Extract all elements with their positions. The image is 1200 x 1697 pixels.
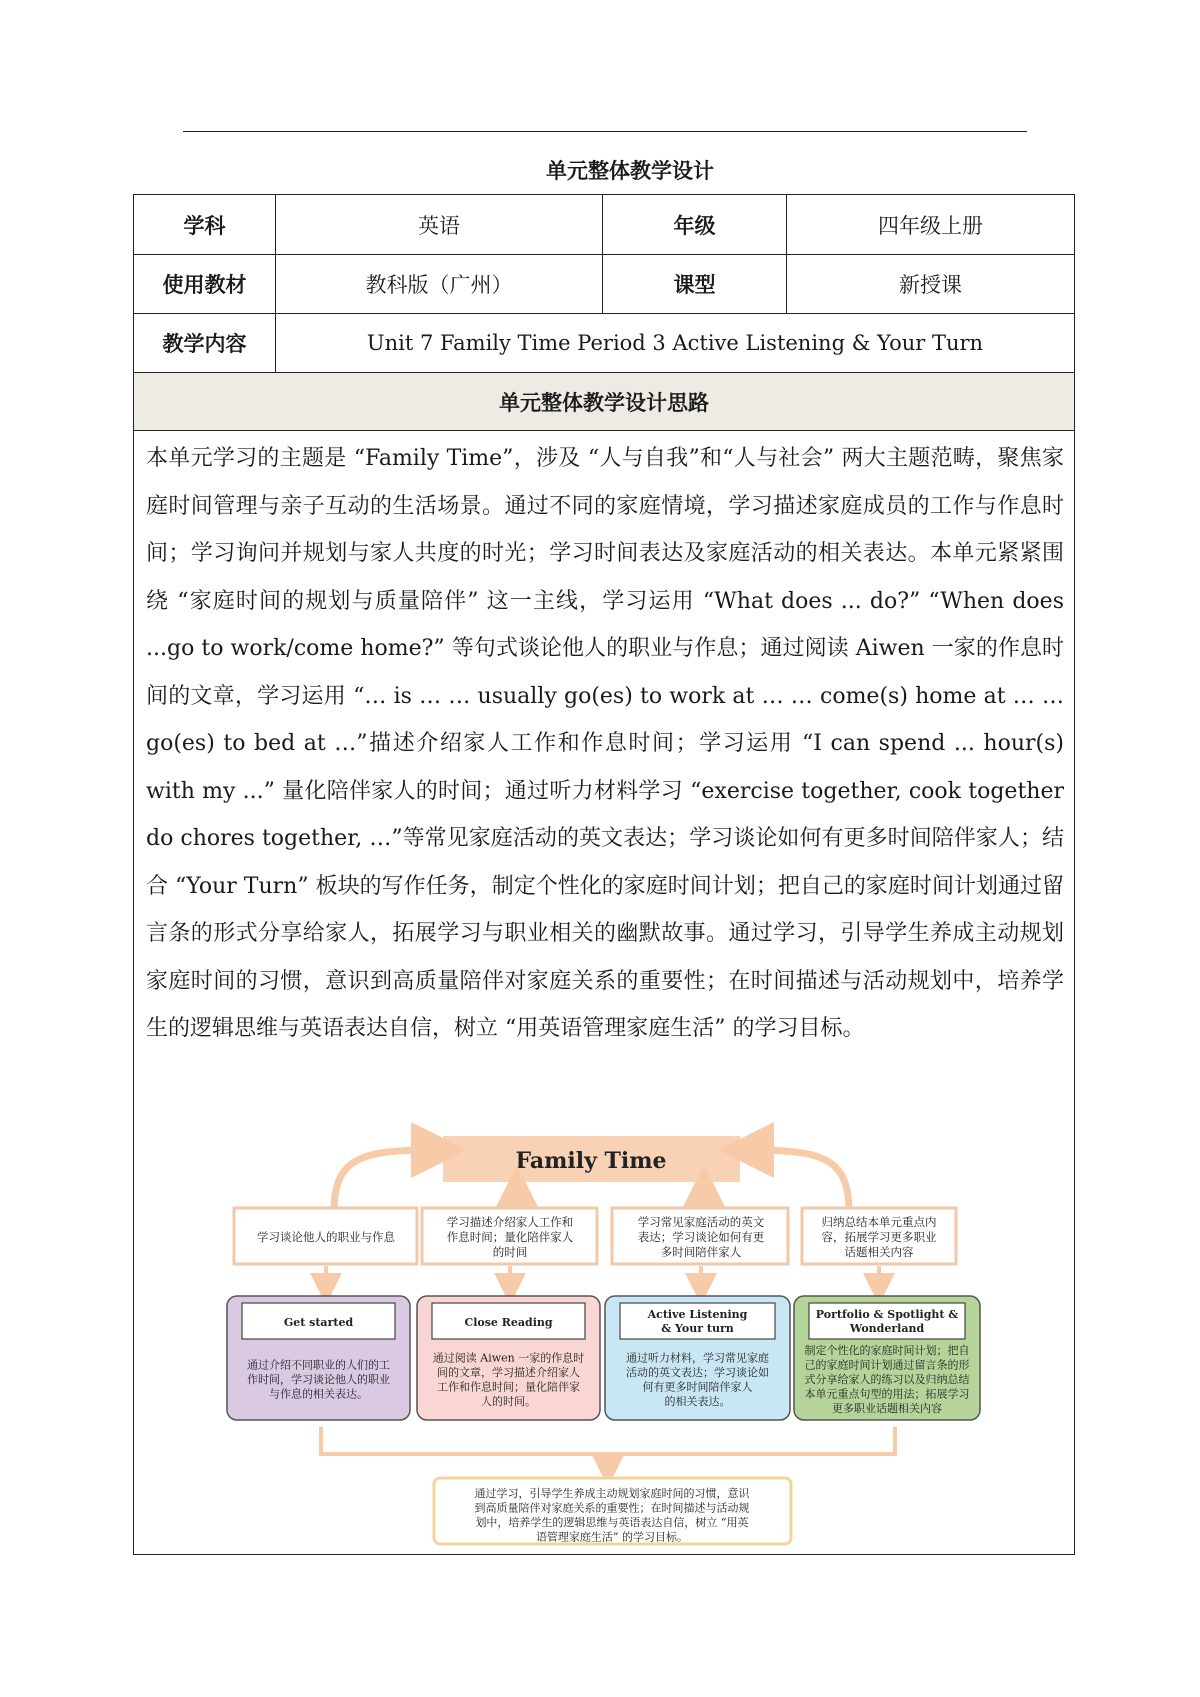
lesson-type-value: 新授课	[899, 273, 962, 297]
stage-description: 何有更多时间陪伴家人	[642, 1380, 753, 1394]
stage-title: & Your turn	[661, 1322, 734, 1335]
stage-description: 更多职业话题相关内容	[832, 1402, 942, 1415]
lesson-type-label: 课型	[673, 273, 716, 297]
stage-title: Wonderland	[849, 1322, 925, 1335]
stage-description: 间的文章，学习描述介绍家人	[437, 1365, 580, 1379]
goal-text: 学习描述介绍家人工作和	[446, 1215, 574, 1229]
stage-description: 己的家庭时间计划通过留言条的形	[804, 1358, 970, 1372]
goal-text: 容，拓展学习更多职业	[821, 1230, 937, 1244]
stage-description: 作时间，学习谈论他人的职业	[247, 1373, 390, 1386]
stage-description: 制定个性化的家庭时间计划；把自	[804, 1344, 970, 1357]
summary-text: 到高质量陪伴对家庭关系的重要性；在时间描述与活动规	[474, 1501, 750, 1515]
goal-text: 学习谈论他人的职业与作息	[257, 1230, 395, 1244]
header-rule	[183, 131, 1027, 132]
goal-text: 作息时间；量化陪伴家人	[446, 1230, 574, 1244]
summary-text: 通过学习，引导学生养成主动规划家庭时间的习惯，意识	[474, 1487, 750, 1500]
summary-text: 划中，培养学生的逻辑思维与英语表达自信，树立 “用英	[475, 1516, 749, 1529]
subject-value: 英语	[418, 213, 460, 238]
goal-text: 表达；学习谈论如何有更	[637, 1230, 765, 1244]
unit-structure-diagram	[134, 195, 1074, 1554]
goal-text: 多时间陪伴家人	[660, 1245, 742, 1259]
stage-description: 通过阅读 Aiwen 一家的作息时	[432, 1351, 585, 1365]
grade-label: 年级	[673, 213, 716, 238]
goal-text: 的时间	[492, 1245, 528, 1259]
stage-description: 工作和作息时间；量化陪伴家	[437, 1380, 580, 1394]
family-time-title: Family Time	[515, 1148, 667, 1174]
stage-title: Portfolio & Spotlight &	[815, 1308, 959, 1321]
goal-text: 话题相关内容	[844, 1245, 914, 1259]
textbook-value: 教科版（广州）	[365, 273, 513, 297]
goal-text: 归纳总结本单元重点内	[821, 1215, 937, 1229]
stage-description: 活动的英文表达；学习谈论如	[626, 1365, 769, 1379]
textbook-label: 使用教材	[162, 273, 247, 297]
section-heading: 单元整体教学设计思路	[499, 390, 709, 415]
stage-description: 与作息的相关表达。	[269, 1387, 368, 1401]
stage-description: 通过听力材料，学习常见家庭	[626, 1351, 769, 1365]
stage-title: Get started	[283, 1316, 354, 1329]
design-table	[133, 194, 1075, 1555]
bracket-connector	[321, 1427, 895, 1454]
stage-title: Close Reading	[464, 1316, 553, 1329]
content-value: Unit 7 Family Time Period 3 Active Listening & Your Turn	[366, 331, 984, 355]
stage-description: 本单元重点句型的用法；拓展学习	[804, 1387, 970, 1401]
stage-description: 式分享给家人的练习以及归纳总结	[804, 1373, 970, 1386]
content-label: 教学内容	[162, 332, 247, 356]
grade-value: 四年级上册	[878, 213, 983, 238]
subject-label: 学科	[183, 213, 226, 238]
design-rationale-paragraph: 本单元学习的主题是 “Family Time”，涉及 “人与自我”和“人与社会” 两大主题范畴，聚焦家庭时间管理与亲子互动的生活场景。通过不同的家庭情境，学习描述家庭成员的工作与作息时间；学习询问并规划与家人共度的时光；学习时间表达及家庭活动的相关表达。本单元紧紧围绕 “家庭时间的规划与质量陪伴” 这一主线，学习运用 “What does ... do?” “When does ...go to work/come home?” 等句式谈论他人的职业与作息；通过阅读 Aiwen 一家的作息时间的文章，学习运用 “… is … … usually go(es) to work at … … come(s) home at … … go(es) to bed at …”描述介绍家人工作和作息时间；学习运用 “I can spend ... hour(s) with my ...” 量化陪伴家人的时间；通过听力材料学习 “exercise together, cook together do chores together, …”等常见家庭活动的英文表达；学习谈论如何有更多时间陪伴家人；结合 “Your Turn” 板块的写作任务，制定个性化的家庭时间计划；把自己的家庭时间计划通过留言条的形式分享给家人，拓展学习与职业相关的幽默故事。通过学习，引导学生养成主动规划家庭时间的习惯，意识到高质量陪伴对家庭关系的重要性；在时间描述与活动规划中，培养学生的逻辑思维与英语表达自信，树立 “用英语管理家庭生活” 的学习目标。	[146, 446, 1064, 1041]
goal-text: 学习常见家庭活动的英文	[637, 1215, 765, 1229]
summary-text: 语管理家庭生活” 的学习目标。	[535, 1530, 689, 1544]
stage-description: 人的时间。	[481, 1394, 536, 1408]
stage-title: Active Listening	[647, 1308, 748, 1321]
connector-arrow	[746, 1150, 849, 1212]
stage-description: 通过介绍不同职业的人们的工	[247, 1358, 390, 1372]
stage-description: 的相关表达。	[664, 1394, 731, 1408]
connector-arrow	[334, 1150, 439, 1212]
document-title: 单元整体教学设计	[546, 159, 714, 183]
